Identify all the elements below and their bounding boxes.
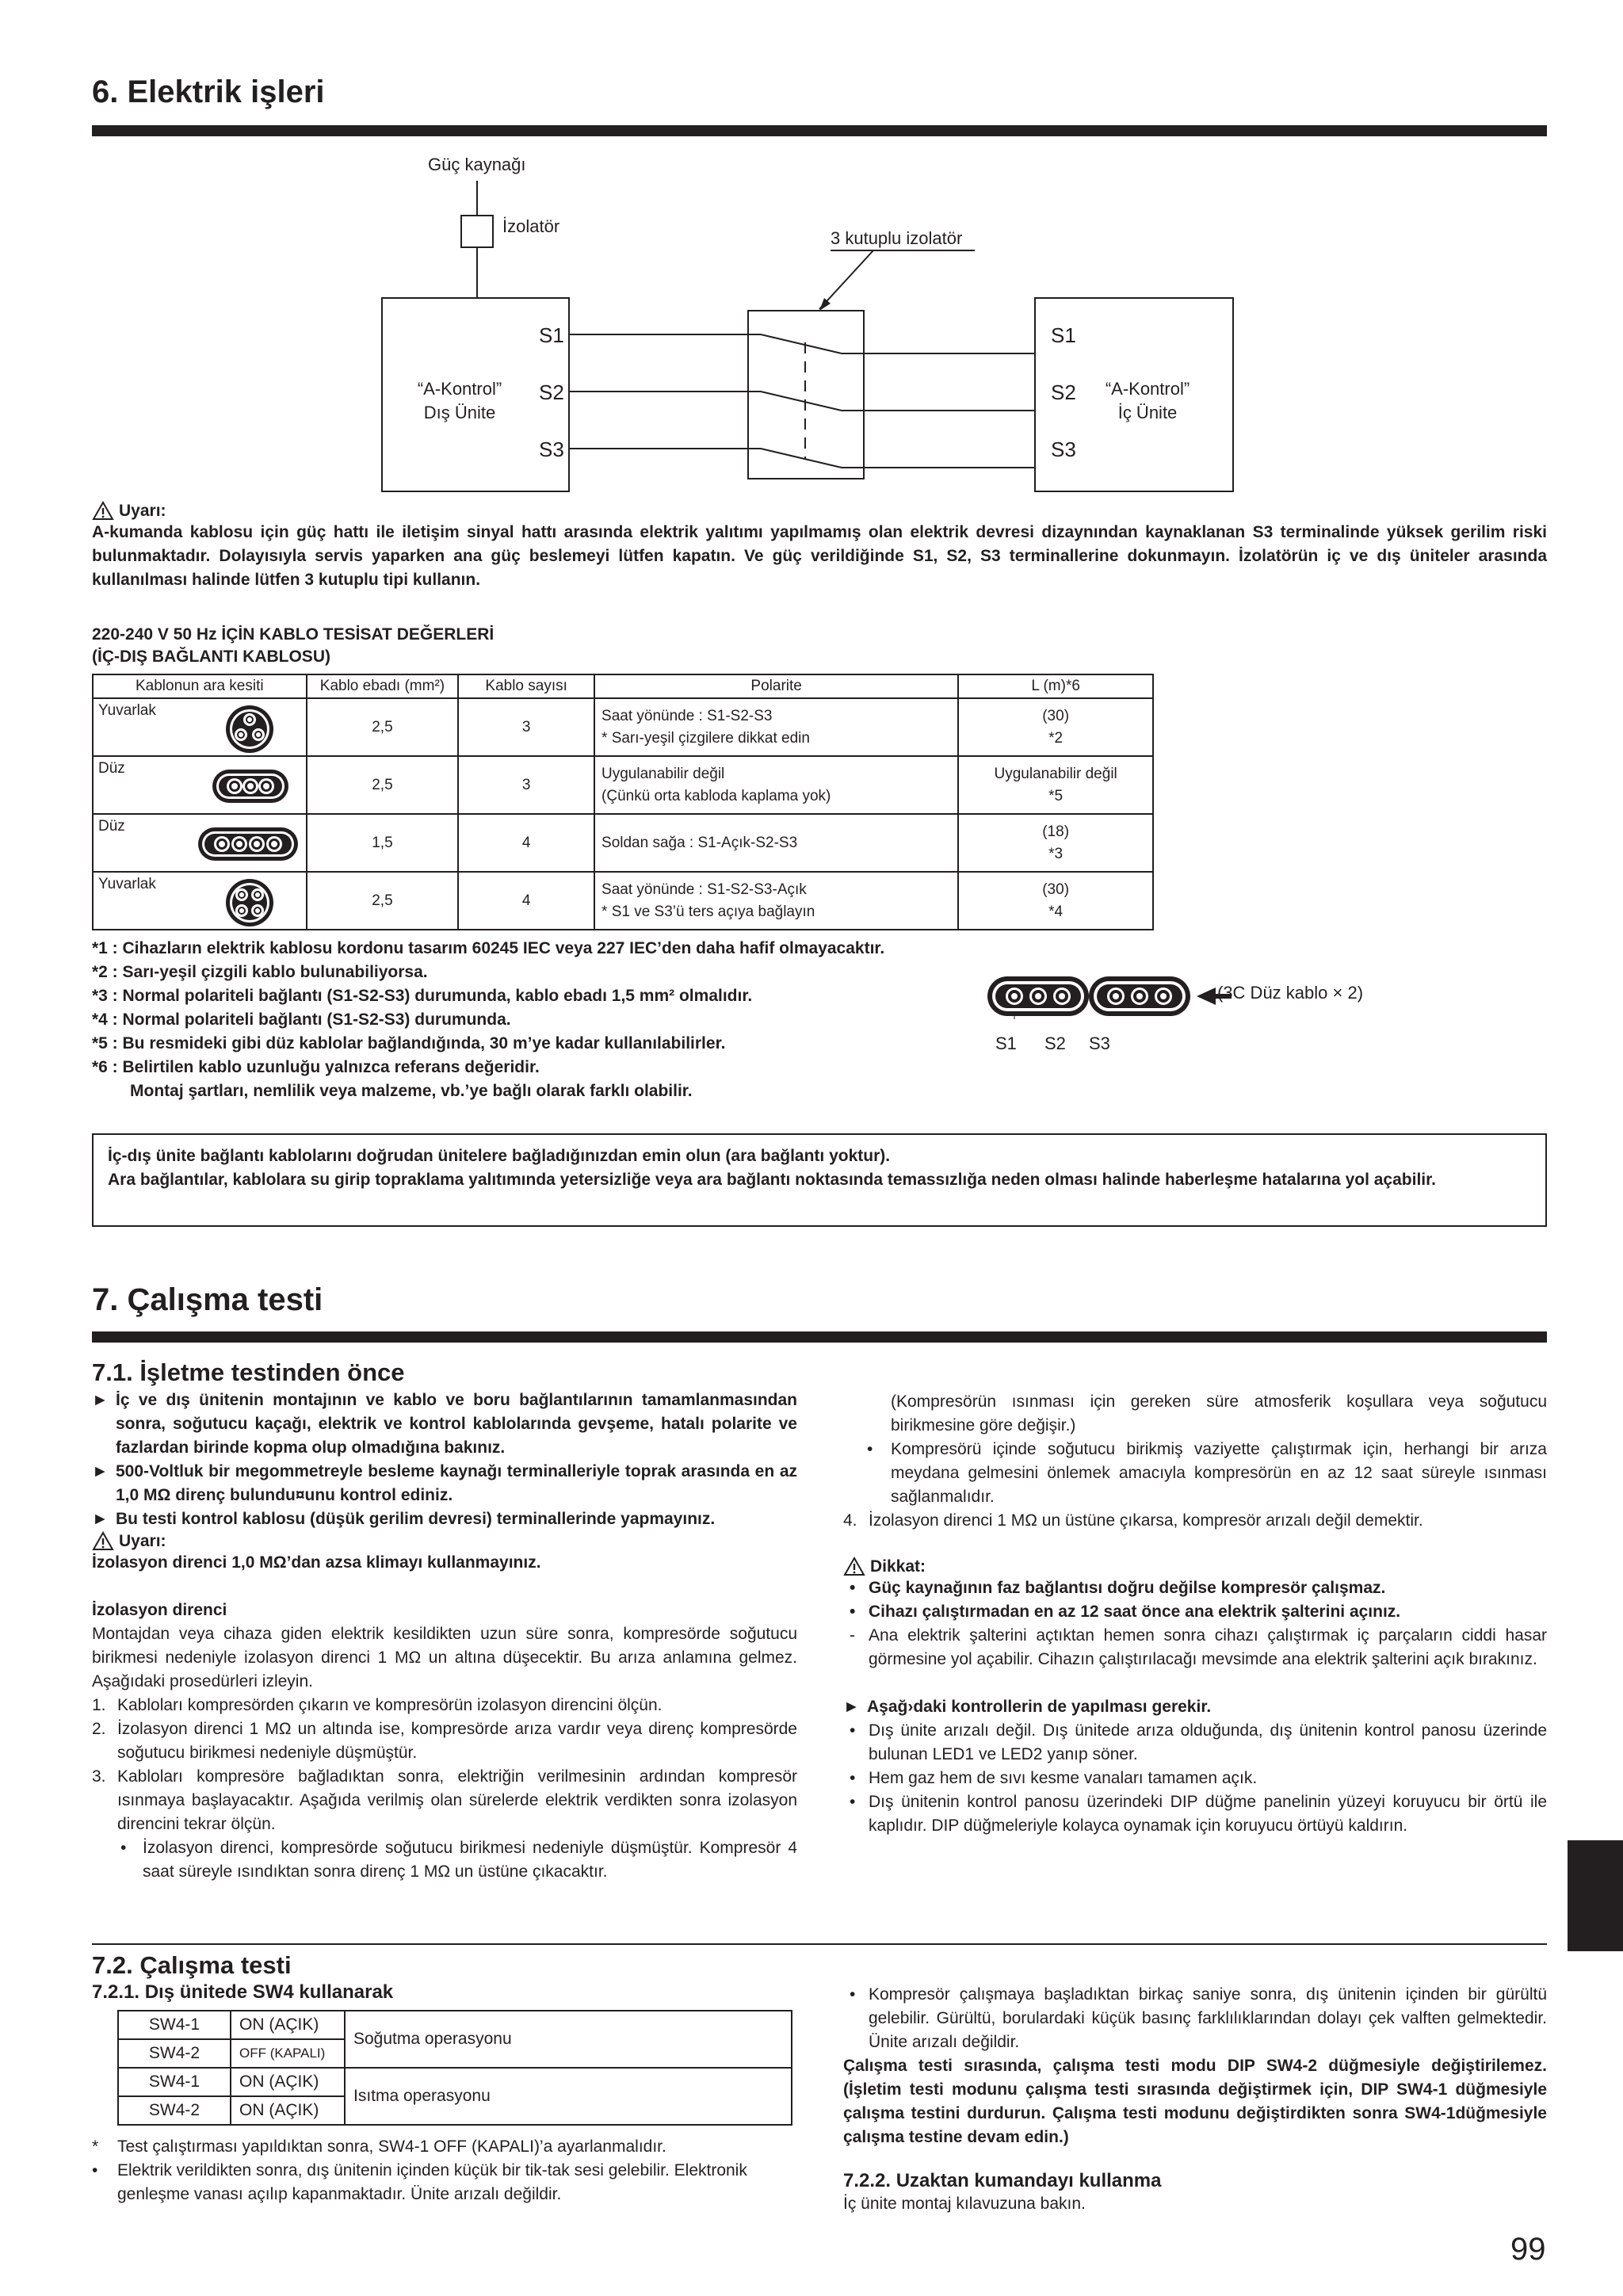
note-5: *5 : Bu resmideki gibi düz kablolar bağlandığında, 30 m’ye kadar kullanılabilirler. [92, 1034, 726, 1052]
cell-polarity-2: (Çünkü orta kabloda kaplama yok) [601, 787, 831, 804]
caution-bullet-2: Cihazı çalıştırmadan en az 12 saat önce ana elektrik şalterini açınız. [869, 1603, 1401, 1621]
after-note-1: Test çalıştırması yapıldıktan sonra, SW4-1 OFF (KAPALI)’a ayarlanmalıdır. [117, 2137, 666, 2156]
outdoor-s2: S2 [539, 380, 564, 404]
cell-polarity-2: * S1 ve S3’ü ters açıya bağlayın [601, 903, 815, 920]
outdoor-s1: S1 [539, 323, 564, 347]
arrow-item-3: Bu testi kontrol kablosu (düşük gerilim devresi) terminallerinde yapmayınız. [116, 1510, 716, 1528]
outdoor-label-2: Dış Ünite [423, 403, 496, 422]
s71-title: 7.1. İşletme testinden önce [92, 1358, 405, 1386]
outdoor-s3: S3 [539, 437, 564, 461]
shape-label: Yuvarlak [98, 876, 156, 892]
right72-bold: Çalışma testi sırasında, çalışma testi modu DIP SW4-2 düğmesiyle değiştirilemez. (İşletim testi modunu çalışma testi sırasında değiştirmek için, DIP SW4-1 düğmesiyle çalışma testini durdurun. Çalışma testi modunu değiştirdikten sonra SW4-1düğmesiyle çalışma testine devam edin.) [843, 2057, 1547, 2146]
s722-text: İç ünite montaj kılavuzuna bakın. [843, 2195, 1086, 2213]
caution-head: Dikkat: [870, 1557, 926, 1576]
isolator3-label: 3 kutuplu izolatör [831, 228, 963, 248]
flat-s1: S1 [995, 1033, 1017, 1053]
section-7-1-right: (Kompresörün ısınması için gereken süre atmosferik koşullara veya soğutucu birikmesine göre değişir.) • Kompresörü içinde soğutucu birikmiş vaziyette çalıştırmak için, herhangi bir arıza meydana gelmesini önlemek amacıyla kompresörün en az 12 saat süreyle ısınması sağlanmalıdır. 4. İzolasyon direnci 1 MΩ un üstüne çıkarsa, kompresör arızalı değil demektir. Dikkat: • Güç kaynağının faz bağlantısı doğru değilse kompresör çalışmaz. • Cihazı çalıştırmadan en az 12 saat önce ana elektrik şalterini açınız. - Ana elektrik şalterini açtıktan hemen sonra cihazı çalıştırmak iç parçaların ciddi hasar görmesine yol açabilir. Cihazın çalıştırılacağı mevsimde ana elektrik şalterini açık bırakınız. ► Aşağ›daki kontrollerin de yapılması gerekir. • Dış ünite arızalı değil. Dış ünitede arıza olduğunda, dış ünitenin kontrol panosu üzerinde bulunan LED1 ve LED2 yanıp söner. • Hem gaz hem de sıvı kesme vanaları tamamen açık. • Dış ünitenin kontrol panosu üzerindeki DIP düğme panelinin yüzeyi koruyucu bir örtü ile kaplıdır. DIP düğmeleriyle kolayca oynamak için koruyucu örtüyü kaldırın. [843, 1390, 1547, 1838]
th-count: Kablo sayısı [458, 674, 594, 698]
arrow-item-2: 500-Voltluk bir megommetreyle besleme kaynağı terminalleriyle toprak arasında en az 1,0 MΩ direnç bulundu¤unu kontrol ediniz. [116, 1462, 797, 1504]
sw-name: SW4-2 [118, 2039, 231, 2068]
section-7-1-left: 7.1. İşletme testinden önce ► İç ve dış ünitenin montajının ve kablo ve boru bağlantılarının tamamlanmasından sonra, soğutucu kaçağı, elektrik ve kontrol kablolarında gevşeme, hatalı polarite ve fazlardan birinde kopma olup olmadığına bakınız. ► 500-Voltluk bir megommetreyle besleme kaynağı terminalleriyle toprak arasında en az 1,0 MΩ direnç bulundu¤unu kontrol ediniz. ► Bu testi kontrol kablosu (düşük gerilim devresi) terminallerinde yapmayınız. Uyarı: İzolasyon direnci 1,0 MΩ’dan azsa klimayı kullanmayınız. İzolasyon direnci Montajdan veya cihaza giden elektrik kesildikten uzun süre sonra, kompresörde soğutucu birikmesi nedeniyle izolasyon direnci 1 MΩ un altına düşecektir. Bu arıza anlamına gelmez. Aşağıdaki prosedürleri izleyin. 1. Kabloları kompresörden çıkarın ve kompresörün izolasyon direncini ölçün. 2. İzolasyon direnci 1 MΩ un altında ise, kompresörde arıza vardır veya direnç kompresörde soğutucu birikmesi nedeniyle düşmüştür. 3. Kabloları kompresöre bağladıktan sonra, elektriğin verilmesinin ardından kompresör ısınmaya başlayacaktır. Aşağıda verilmiş olan sürelerde elektrik verdikten sonra izolasyon direncini tekrar ölçün. • İzolasyon direnci, kompresörde soğutucu birikmesi nedeniyle düşmüştür. Kompresör 4 saat süreyle ısındıktan sonra direnç 1 MΩ un üstüne çıkacaktır. [92, 1358, 797, 1881]
shape-label: Düz [98, 818, 125, 835]
th-polarity: Polarite [594, 674, 958, 698]
table-row [93, 756, 1153, 814]
warning-text: A-kumanda kablosu için güç hattı ile iletişim sinyal hattı arasında elektrik yalıtımı yapılmamış olan elektrik devresi dizaynından kaynaklanan S3 terminalinde yüksek gerilim riski bulunmaktadır. Dolayısıyla servis yaparken ana güç beslemeyi lütfen kapatın. Ve güç verildiğinde S1, S2, S3 terminallerine dokunmayın. İzolatörün iç ve dış üniteler arasında kullanılması halinde lütfen 3 kutuplu tipi kullanın. [92, 523, 1547, 589]
checks-head: Aşağ›daki kontrollerin de yapılması gerekir. [867, 1698, 1212, 1716]
s721-title: 7.2.1. Dış ünitede SW4 kullanarak [92, 1981, 394, 2003]
cell-polarity-1: Soldan sağa : S1-Açık-S2-S3 [601, 834, 798, 851]
flat-s3: S3 [1089, 1033, 1110, 1053]
note-4: *4 : Normal polariteli bağlantı (S1-S2-S3) durumunda. [92, 1010, 511, 1029]
right-continuation: (Kompresörün ısınması için gereken süre atmosferik koşullara veya soğutucu birikmesine göre değişir.) [891, 1392, 1547, 1435]
flat-s2: S2 [1044, 1033, 1066, 1053]
sw-name: SW4-1 [118, 2068, 231, 2096]
section-6-rule [92, 125, 1547, 136]
warning-block [92, 501, 1547, 592]
section-7-2-rule [92, 1943, 1547, 1945]
th-size: Kablo ebadı (mm²) [307, 674, 459, 698]
cell-polarity-1: Saat yönünde : S1-S2-S3-Açık [601, 881, 807, 898]
insulation-head: İzolasyon direnci [92, 1601, 227, 1619]
cell-length-1: (30) [1042, 707, 1070, 724]
connection-notice-box [92, 1133, 1547, 1227]
check-3: Dış ünitenin kontrol panosu üzerindeki DIP düğme panelinin yüzeyi koruyucu bir örtü ile kaplıdır. DIP düğmeleriyle kolayca oynamak için koruyucu örtüyü kaldırın. [869, 1793, 1547, 1835]
flat-3-cable-icon [211, 768, 290, 804]
th-section: Kablonun ara kesiti [93, 674, 307, 698]
arrow-bullet-icon: ► [92, 1391, 109, 1409]
sw-state: ON (AÇIK) [231, 2068, 345, 2096]
table-row [93, 872, 1153, 930]
wire-table-header [93, 674, 1153, 698]
table-row [118, 2011, 792, 2039]
step-3-bullet: İzolasyon direnci, kompresörde soğutucu birikmesi nedeniyle düşmüştür. Kompresör 4 saat süreyle ısındıktan sonra direnç 1 MΩ un üstüne çıkacaktır. [143, 1839, 797, 1881]
wire-table [92, 674, 1154, 930]
section-7-2-right: • Kompresör çalışmaya başladıktan birkaç saniye sonra, dış ünitenin içinden bir gürültü gelebilir. Gürültü, borulardaki küçük basınç farklılıklarından dolayı çek valften gelmektedir. Ünite arızalı değildir. Çalışma testi sırasında, çalışma testi modu DIP SW4-2 düğmesiyle değiştirilemez. (İşletim testi modunu çalışma testi sırasında değiştirmek için, DIP SW4-1 düğmesiyle çalışma testini durdurun. Çalışma testi modunu değiştirdikten sonra SW4-1düğmesiyle çalışma testine devam edin.) 7.2.2. Uzaktan kumandayı kullanma İç ünite montaj kılavuzuna bakın. [843, 1983, 1547, 2216]
s72-title: 7.2. Çalışma testi [92, 1951, 292, 1979]
section-7-rule [92, 1331, 1547, 1343]
sw-op-heating: Isıtma operasyonu [345, 2068, 792, 2125]
indoor-s2: S2 [1051, 380, 1076, 404]
arrow-item-1: İç ve dış ünitenin montajının ve kablo ve boru bağlantılarının tamamlanmasından sonra, soğutucu kaçağı, elektrik ve kontrol kablolarında gevşeme, hatalı polarite ve fazlardan birinde kopma olup olmadığına bakınız. [116, 1391, 797, 1457]
sw-op-cooling: Soğutma operasyonu [345, 2011, 792, 2068]
isolator-label: İzolatör [502, 216, 560, 236]
shape-label: Düz [98, 760, 125, 777]
shape-label: Yuvarlak [98, 702, 156, 719]
table-row [93, 814, 1153, 872]
check-2: Hem gaz hem de sıvı kesme vanaları tamamen açık. [869, 1769, 1258, 1787]
note-3: *3 : Normal polariteli bağlantı (S1-S2-S3) durumunda, kablo ebadı 1,5 mm² olmalıdır. [92, 987, 753, 1005]
warning-head: Uyarı: [119, 501, 166, 520]
arrow-bullet-icon: ► [92, 1462, 109, 1480]
flat-4-cable-icon [197, 826, 300, 862]
sw-name: SW4-1 [118, 2011, 231, 2039]
cell-length-2: *4 [1048, 903, 1064, 920]
side-tab-marker [1568, 1840, 1623, 1951]
warning-icon [92, 1531, 114, 1551]
section-6-title: 6. Elektrik işleri [92, 74, 325, 109]
indoor-s1: S1 [1051, 323, 1076, 347]
check-1: Dış ünite arızalı değil. Dış ünitede arıza olduğunda, dış ünitenin kontrol panosu üzerinde bulunan LED1 ve LED2 yanıp söner. [869, 1721, 1547, 1763]
cell-length-1: Uygulanabilir değil [994, 765, 1117, 782]
caution-bullet-1: Güç kaynağının faz bağlantısı doğru değilse kompresör çalışmaz. [869, 1579, 1386, 1597]
power-supply-label: Güç kaynağı [428, 155, 526, 174]
flat-cable-label: (3C Düz kablo × 2) [1217, 983, 1364, 1003]
sw-name: SW4-2 [118, 2096, 231, 2125]
table-row [93, 698, 1153, 756]
table-row [118, 2068, 792, 2096]
step-2: İzolasyon direnci 1 MΩ un altında ise, kompresörde arıza vardır veya direnç kompresörde soğutucu birikmesi nedeniyle düşmüştür. [117, 1720, 797, 1762]
table-title-2: (İÇ-DIŞ BAĞLANTI KABLOSU) [92, 648, 330, 666]
cell-length-2: *5 [1048, 787, 1064, 804]
cell-length-1: (18) [1042, 823, 1070, 840]
arrow-bullet-icon: ► [843, 1698, 860, 1716]
table-notes [92, 937, 987, 1103]
sw4-table [117, 2010, 792, 2126]
warning2-head: Uyarı: [119, 1531, 166, 1550]
cell-polarity-1: Saat yönünde : S1-S2-S3 [601, 707, 773, 724]
note-1: *1 : Cihazların elektrik kablosu kordonu tasarım 60245 IEC veya 227 IEC’den daha hafif olmayacaktır. [92, 939, 885, 957]
caution-dash: Ana elektrik şalterini açtıktan hemen sonra cihazı çalıştırmak iç parçaların ciddi hasar görmesine yol açabilir. Cihazın çalıştırılacağı mevsimde ana elektrik şalterini açık bırakınız. [869, 1626, 1547, 1668]
cell-length-2: *2 [1048, 729, 1064, 747]
cell-size: 2,5 [307, 756, 459, 814]
indoor-label-2: İç Ünite [1117, 403, 1178, 422]
cell-length-1: (30) [1042, 881, 1070, 898]
page-number: 99 [1510, 2232, 1546, 2267]
notice-line-1: İç-dış ünite bağlantı kablolarını doğrudan ünitelere bağladığınızdan emin olun (ara bağlantı yoktur). [108, 1147, 891, 1165]
notice-line-2: Ara bağlantılar, kablolara su girip topraklama yalıtımında yetersizliğe veya ara bağlantı noktasında temassızlığa neden olması halinde haberleşme hatalarına yol açabilir. [108, 1171, 1436, 1189]
right72-bullet: Kompresör çalışmaya başladıktan birkaç saniye sonra, dış ünitenin içinden bir gürültü gelebilir. Gürültü, borulardaki küçük basınç farklılıklarından dolayı çek valften gelmektedir. Ünite arızalı değildir. [869, 1985, 1547, 2051]
note-2: *2 : Sarı-yeşil çizgili kablo bulunabiliyorsa. [92, 963, 428, 981]
s722-title: 7.2.2. Uzaktan kumandayı kullanma [843, 2170, 1162, 2191]
isolator-box [461, 216, 493, 247]
wiring-diagram [0, 143, 1623, 507]
sw-state: ON (AÇIK) [231, 2096, 345, 2125]
cell-length-2: *3 [1048, 845, 1064, 862]
section-7-2-left: 7.2. Çalışma testi 7.2.1. Dış ünitede SW4 kullanarak SW4-1 ON (AÇIK) Soğutma operasyonu SW4-2 OFF (KAPALI) SW4-1 ON (AÇIK) Isıtma operasyonu SW4-2 ON (AÇIK) * Test çalıştırması yapıldıktan sonra, SW4-1 OFF (KAPALI)’a ayarlanmalıdır. • Elektrik verildikten sonra, dış ünitenin içinden küçük bir tik-tak sesi gelebilir. Elektronik genleşme vanası açılıp kapanmaktadır. Ünite arızalı değildir. [92, 1951, 797, 2206]
th-length: L (m)*6 [958, 674, 1153, 698]
cell-count: 3 [458, 756, 594, 814]
cell-count: 3 [458, 698, 594, 756]
step-1: Kabloları kompresörden çıkarın ve kompresörün izolasyon direncini ölçün. [117, 1696, 663, 1714]
round-4-cable-icon [222, 877, 277, 928]
cell-size: 1,5 [307, 814, 459, 872]
section-7-title: 7. Çalışma testi [92, 1282, 323, 1317]
insulation-text: Montajdan veya cihaza giden elektrik kesildikten uzun süre sonra, kompresörde soğutucu birikmesi nedeniyle izolasyon direnci 1 MΩ un altına düşecektir. Bu arıza anlamına gelmez. Aşağıdaki prosedürleri izleyin. [92, 1625, 797, 1690]
sw-state: ON (AÇIK) [231, 2011, 345, 2039]
outdoor-label-1: “A-Kontrol” [417, 379, 502, 399]
table-title-1: 220-240 V 50 Hz İÇİN KABLO TESİSAT DEĞERLERİ [92, 625, 495, 644]
sw-state: OFF (KAPALI) [231, 2039, 345, 2068]
cell-count: 4 [458, 872, 594, 930]
note-6: *6 : Belirtilen kablo uzunluğu yalnızca referans değeridir. [92, 1058, 540, 1076]
right-bullet: Kompresörü içinde soğutucu birikmiş vaziyette çalıştırmak için, herhangi bir arıza meydana gelmesini önlemek amacıyla kompresörün en az 12 saat süreyle ısınması sağlanmalıdır. [891, 1440, 1547, 1506]
step-3: Kabloları kompresöre bağladıktan sonra, elektriğin verilmesinin ardından kompresör ısınmaya başlayacaktır. Aşağıda verilmiş olan sürelerde elektrik verdikten sonra izolasyon direncini tekrar ölçün. [117, 1767, 797, 1833]
warning-icon [92, 501, 114, 521]
round-3-cable-icon [222, 704, 277, 755]
cell-count: 4 [458, 814, 594, 872]
step-4: İzolasyon direnci 1 MΩ un üstüne çıkarsa, kompresör arızalı değil demektir. [869, 1511, 1423, 1530]
indoor-label-1: “A-Kontrol” [1105, 379, 1190, 399]
arrow-bullet-icon: ► [92, 1510, 109, 1528]
warning2-text: İzolasyon direnci 1,0 MΩ’dan azsa klimayı kullanmayınız. [92, 1553, 541, 1572]
caution-icon [843, 1557, 865, 1576]
cell-size: 2,5 [307, 698, 459, 756]
after-note-2: Elektrik verildikten sonra, dış ünitenin içinden küçük bir tik-tak sesi gelebilir. Elektronik genleşme vanası açılıp kapanmaktadır. Ünite arızalı değildir. [117, 2161, 747, 2203]
indoor-s3: S3 [1051, 437, 1076, 461]
cell-polarity-1: Uygulanabilir değil [601, 765, 725, 782]
note-6-cont: Montaj şartları, nemlilik veya malzeme, vb.’ye bağlı olarak farklı olabilir. [130, 1082, 693, 1100]
cell-polarity-2: * Sarı-yeşil çizgilere dikkat edin [601, 729, 810, 747]
cell-size: 2,5 [307, 872, 459, 930]
